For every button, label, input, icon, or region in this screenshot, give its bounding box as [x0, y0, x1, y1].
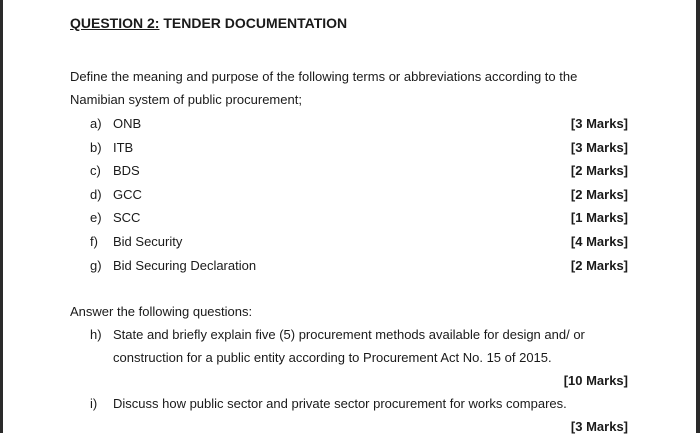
question-text: Discuss how public sector and private sector procurement for works compares. — [113, 396, 567, 412]
terms-list — [70, 112, 630, 277]
term-letter: d) — [90, 186, 102, 202]
term-row-c — [70, 159, 630, 183]
term-marks: [2 Marks] — [570, 163, 628, 179]
term-letter: g) — [90, 257, 102, 273]
left-edge-shadow — [0, 0, 3, 433]
term-name: GCC — [113, 186, 142, 202]
term-marks: [2 Marks] — [570, 186, 628, 202]
term-letter: b) — [90, 139, 102, 155]
document-page — [70, 13, 630, 438]
question-title — [70, 13, 630, 33]
term-row-a — [70, 112, 630, 136]
question-text: State and briefly explain five (5) procurement methods available for design and/ or construction for a public entity according to Procurement Act No. 15 of 2015. — [113, 327, 585, 366]
term-name: ITB — [113, 139, 134, 155]
answer-intro: Answer the following questions: — [70, 304, 253, 320]
term-name: Bid Security — [113, 233, 183, 249]
question-letter: h) — [90, 327, 102, 343]
question-letter: i) — [90, 396, 98, 412]
term-name: Bid Securing Declaration — [113, 257, 257, 273]
term-marks: [2 Marks] — [570, 257, 628, 273]
term-marks: [3 Marks] — [570, 139, 628, 155]
question-i — [70, 392, 630, 415]
term-name: BDS — [113, 163, 140, 179]
term-row-d — [70, 183, 630, 207]
term-marks: [4 Marks] — [570, 233, 628, 249]
question-h — [70, 323, 630, 369]
term-letter: c) — [90, 163, 101, 179]
term-row-f — [70, 230, 630, 254]
term-row-g — [70, 254, 630, 278]
question-number: QUESTION 2: — [70, 15, 160, 31]
term-marks: [3 Marks] — [570, 116, 628, 131]
intro-text: Define the meaning and purpose of the following terms or abbreviations according to the Namibian system of public procurement; — [70, 69, 578, 107]
term-letter: f) — [90, 233, 98, 249]
right-edge-shadow — [696, 0, 700, 433]
term-name: ONB — [113, 116, 142, 131]
question-marks: [10 Marks] — [563, 373, 628, 389]
term-letter: e) — [90, 210, 102, 226]
question-marks: [3 Marks] — [570, 419, 628, 435]
term-letter: a) — [90, 116, 102, 131]
term-name: SCC — [113, 210, 141, 226]
question-heading: TENDER DOCUMENTATION — [163, 15, 348, 31]
term-row-e — [70, 206, 630, 230]
term-row-b — [70, 136, 630, 160]
term-marks: [1 Marks] — [570, 210, 628, 226]
